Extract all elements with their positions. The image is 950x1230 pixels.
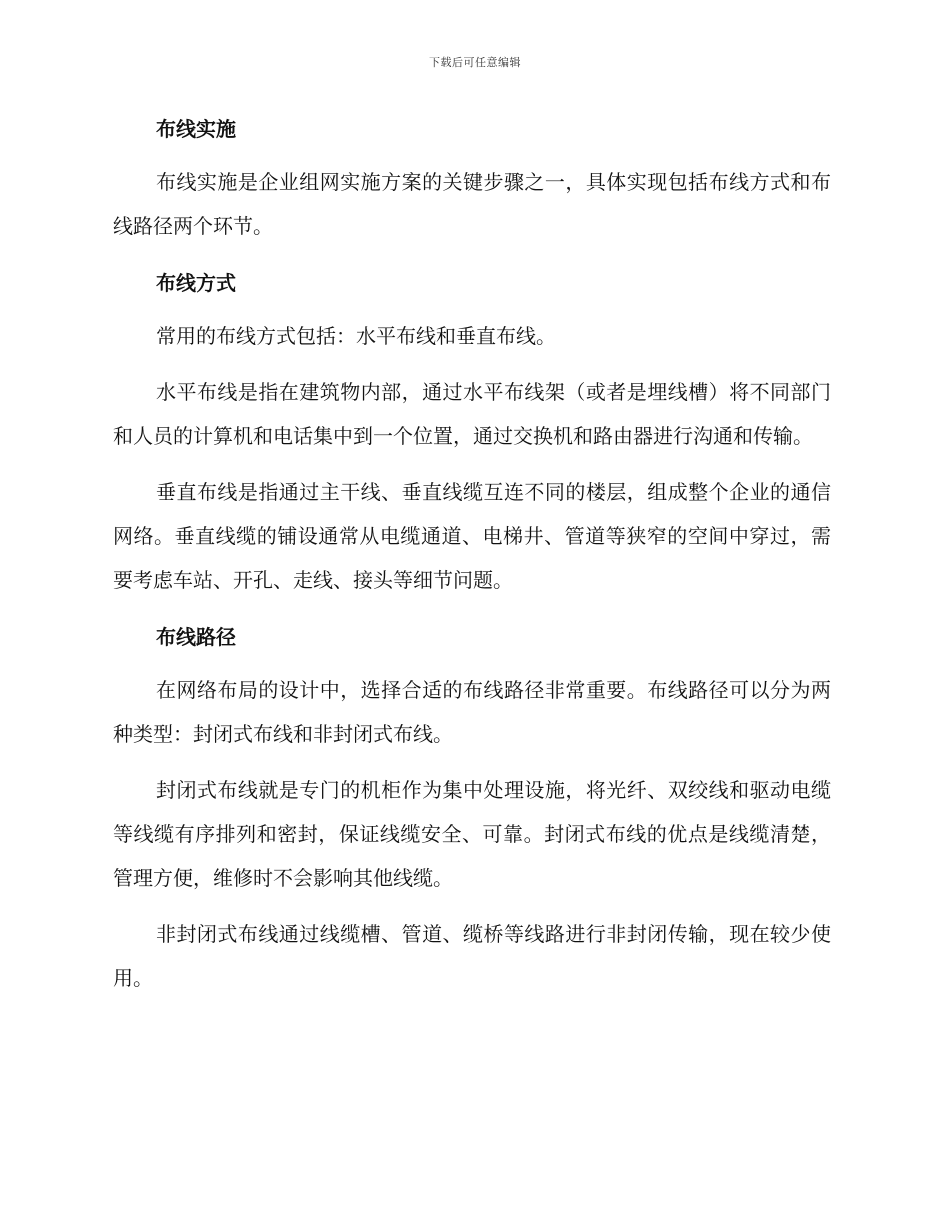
paragraph: 在网络布局的设计中，选择合适的布线路径非常重要。布线路径可以分为两种类型：封闭式布线和非封闭式布线。 [113, 678, 831, 746]
paragraph: 布线实施是企业组网实施方案的关键步骤之一，具体实现包括布线方式和布线路径两个环节。 [113, 170, 831, 238]
section-heading-wiring-implementation: 布线实施 [156, 117, 236, 141]
section-heading-wiring-paths: 布线路径 [156, 625, 236, 649]
section-heading-wiring-methods: 布线方式 [156, 271, 236, 295]
document-body [113, 110, 831, 1000]
page-header: 下载后可任意编辑 [429, 56, 521, 69]
paragraph: 常用的布线方式包括：水平布线和垂直布线。 [156, 324, 556, 348]
paragraph: 水平布线是指在建筑物内部，通过水平布线架（或者是埋线槽）将不同部门和人员的计算机和电话集中到一个位置，通过交换机和路由器进行沟通和传输。 [113, 380, 831, 448]
paragraph: 封闭式布线就是专门的机柜作为集中处理设施，将光纤、双绞线和驱动电缆等线缆有序排列和密封，保证线缆安全、可靠。封闭式布线的优点是线缆清楚，管理方便，维修时不会影响其他线缆。 [113, 778, 831, 890]
paragraph: 垂直布线是指通过主干线、垂直线缆互连不同的楼层，组成整个企业的通信网络。垂直线缆的铺设通常从电缆通道、电梯井、管道等狭窄的空间中穿过，需要考虑车站、开孔、走线、接头等细节问题。 [113, 480, 831, 592]
paragraph: 非封闭式布线通过线缆槽、管道、缆桥等线路进行非封闭传输，现在较少使用。 [113, 922, 831, 990]
